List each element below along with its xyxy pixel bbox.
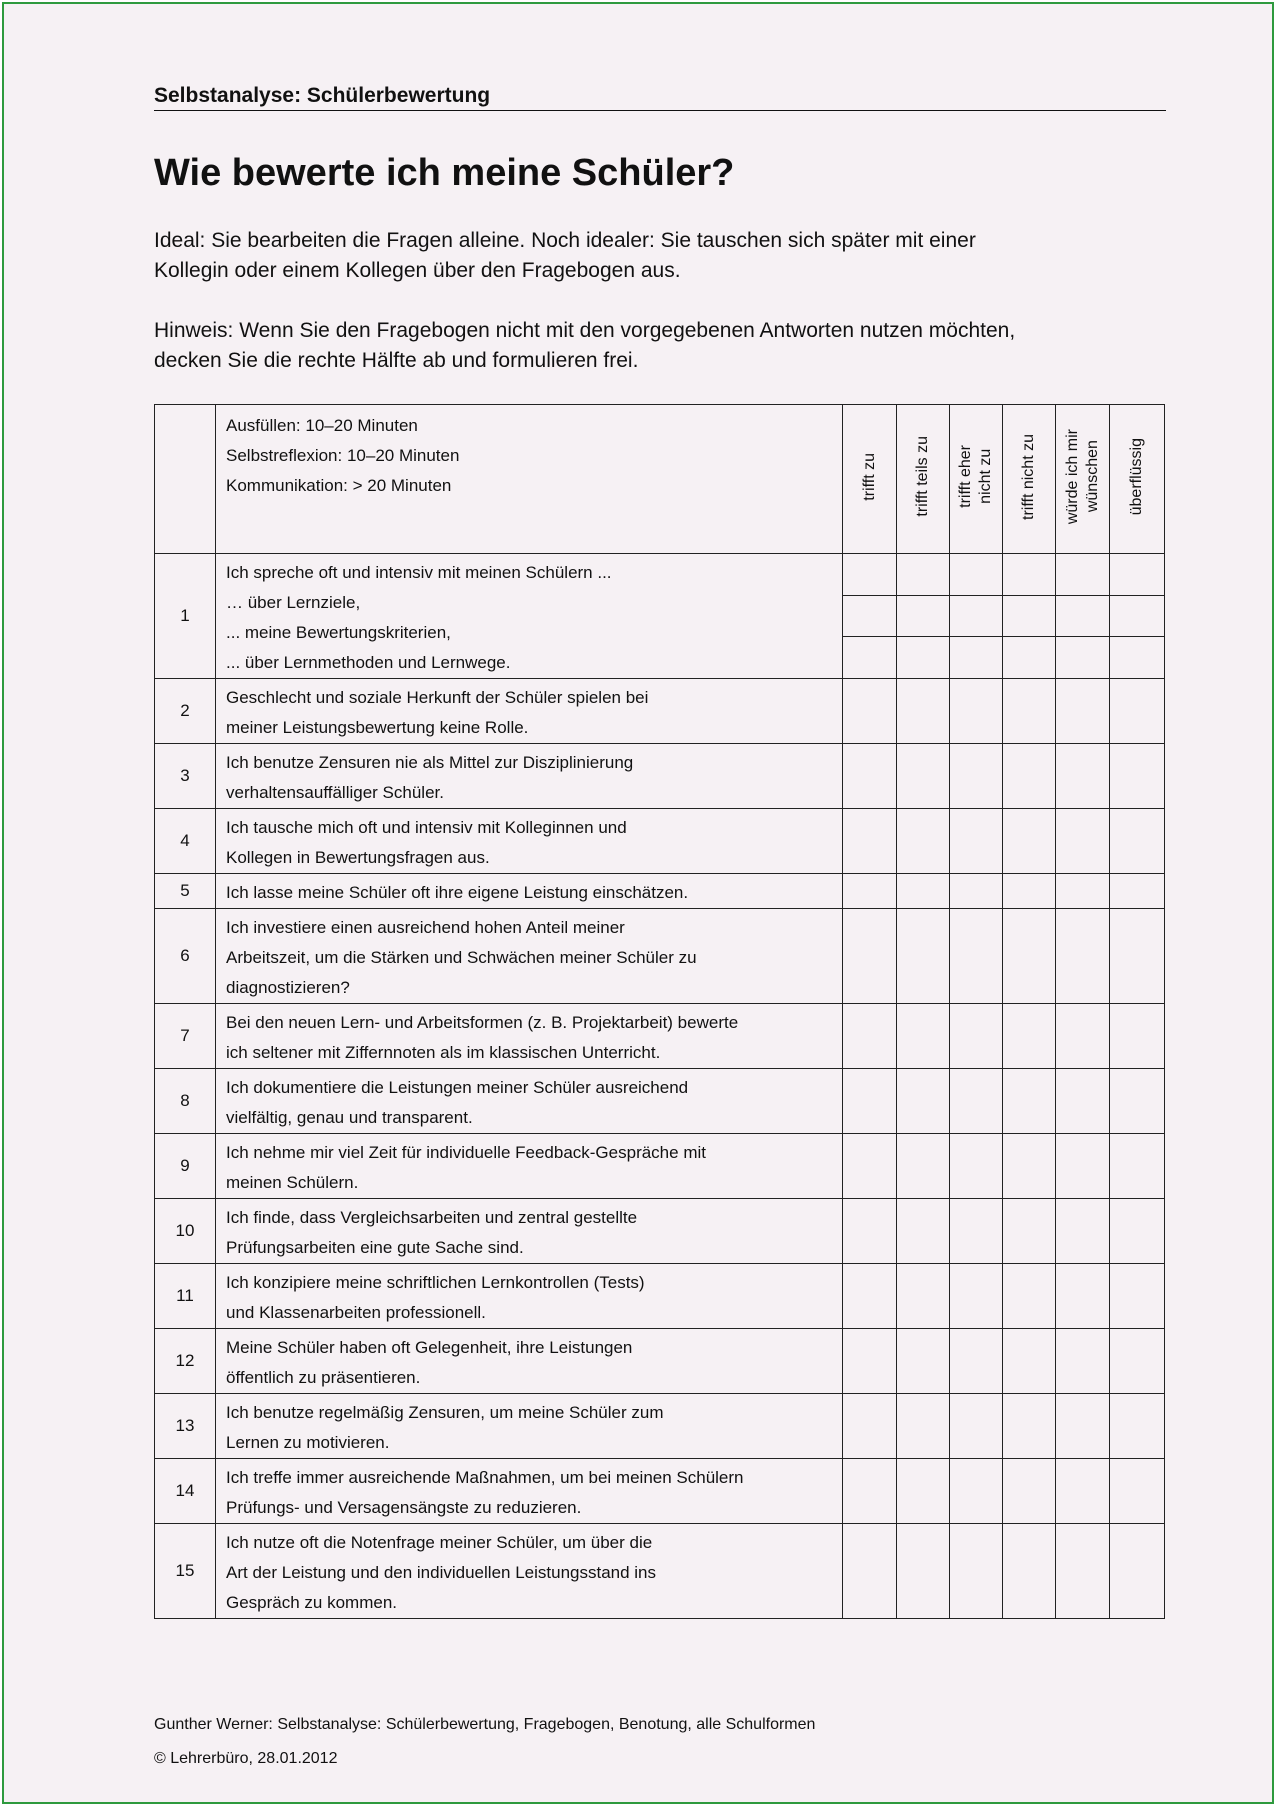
question-line: Ich dokumentiere die Leistungen meiner Schüler ausreichend	[226, 1078, 689, 1097]
answer-checkbox-cell[interactable]	[1003, 679, 1056, 744]
answer-checkbox-cell[interactable]	[1003, 1524, 1056, 1619]
table-row	[155, 554, 1165, 596]
row-number: 5	[155, 874, 216, 909]
answer-checkbox-cell[interactable]	[1003, 874, 1056, 909]
answer-checkbox-cell[interactable]	[1110, 1069, 1165, 1134]
question-line: meiner Leistungsbewertung keine Rolle.	[226, 718, 529, 737]
question-line: Ich spreche oft und intensiv mit meinen Schülern ...	[226, 563, 612, 582]
question-line: Ich konzipiere meine schriftlichen Lernkontrollen (Tests)	[226, 1273, 645, 1292]
answer-checkbox-cell[interactable]	[843, 1004, 897, 1069]
answer-checkbox-cell[interactable]	[897, 679, 950, 744]
answer-checkbox-cell[interactable]	[843, 679, 897, 744]
time-info-line: Selbstreflexion: 10–20 Minuten	[226, 446, 460, 465]
question-line: diagnostizieren?	[226, 978, 350, 997]
answer-checkbox-cell[interactable]	[1056, 1069, 1110, 1134]
answer-checkbox-cell[interactable]	[1003, 595, 1056, 637]
answer-checkbox-cell[interactable]	[1003, 637, 1056, 679]
answer-checkbox-cell[interactable]	[1110, 1459, 1165, 1524]
question-line: Ich benutze Zensuren nie als Mittel zur Disziplinierung	[226, 753, 634, 772]
table-row	[155, 874, 1165, 909]
row-number: 9	[155, 1134, 216, 1199]
answer-checkbox-cell[interactable]	[1110, 1394, 1165, 1459]
header-empty-cell	[155, 405, 216, 554]
answer-checkbox-cell[interactable]	[1110, 1524, 1165, 1619]
intro-paragraph	[154, 226, 1174, 286]
row-number: 7	[155, 1004, 216, 1069]
answer-checkbox-cell[interactable]	[1110, 809, 1165, 874]
question-line: Ich finde, dass Vergleichsarbeiten und zentral gestellte	[226, 1208, 638, 1227]
question-line: Ich tausche mich oft und intensiv mit Kolleginnen und	[226, 818, 627, 837]
question-line: und Klassenarbeiten professionell.	[226, 1303, 486, 1322]
answer-checkbox-cell[interactable]	[843, 909, 897, 1004]
answer-checkbox-cell[interactable]	[843, 595, 897, 637]
answer-checkbox-cell[interactable]	[843, 637, 897, 679]
document-page	[2, 2, 1274, 1804]
time-info-line: Ausfüllen: 10–20 Minuten	[226, 416, 418, 435]
answer-checkbox-cell[interactable]	[1110, 744, 1165, 809]
answer-checkbox-cell[interactable]	[1110, 1199, 1165, 1264]
answer-checkbox-cell[interactable]	[1110, 1004, 1165, 1069]
question-text	[216, 909, 843, 1004]
answer-checkbox-cell[interactable]	[950, 1329, 1003, 1394]
row-number: 8	[155, 1069, 216, 1134]
question-line: Prüfungsarbeiten eine gute Sache sind.	[226, 1238, 524, 1257]
answer-checkbox-cell[interactable]	[950, 1524, 1003, 1619]
answer-checkbox-cell[interactable]	[950, 679, 1003, 744]
answer-checkbox-cell[interactable]	[950, 554, 1003, 596]
answer-checkbox-cell[interactable]	[897, 554, 950, 596]
answer-column-header: trifft eher nicht zu	[950, 405, 1003, 554]
questionnaire-table	[154, 404, 1165, 1619]
answer-checkbox-cell[interactable]	[897, 809, 950, 874]
question-line: vielfältig, genau und transparent.	[226, 1108, 473, 1127]
question-text	[216, 1264, 843, 1329]
intro-line: Kollegin oder einem Kollegen über den Fragebogen aus.	[154, 259, 681, 282]
answer-checkbox-cell[interactable]	[950, 1004, 1003, 1069]
answer-checkbox-cell[interactable]	[1003, 1459, 1056, 1524]
hint-paragraph	[154, 316, 1174, 376]
answer-checkbox-cell[interactable]	[950, 1264, 1003, 1329]
footer-copyright: © Lehrerbüro, 28.01.2012	[154, 1750, 338, 1767]
question-line: Lernen zu motivieren.	[226, 1433, 390, 1452]
footer-source: Gunther Werner: Selbstanalyse: Schülerbewertung, Fragebogen, Benotung, alle Schulformen	[154, 1716, 816, 1733]
question-text	[216, 1459, 843, 1524]
answer-checkbox-cell[interactable]	[950, 1134, 1003, 1199]
answer-checkbox-cell[interactable]	[1110, 595, 1165, 637]
table-row	[155, 1329, 1165, 1394]
answer-checkbox-cell[interactable]	[843, 554, 897, 596]
answer-checkbox-cell[interactable]	[843, 1069, 897, 1134]
answer-checkbox-cell[interactable]	[897, 1524, 950, 1619]
answer-checkbox-cell[interactable]	[1056, 637, 1110, 679]
question-text	[216, 1069, 843, 1134]
answer-checkbox-cell[interactable]	[843, 1394, 897, 1459]
answer-checkbox-cell[interactable]	[843, 1329, 897, 1394]
question-text	[216, 554, 843, 679]
answer-checkbox-cell[interactable]	[1056, 1329, 1110, 1394]
answer-checkbox-cell[interactable]	[1110, 1264, 1165, 1329]
answer-checkbox-cell[interactable]	[897, 637, 950, 679]
answer-checkbox-cell[interactable]	[950, 1199, 1003, 1264]
answer-checkbox-cell[interactable]	[843, 809, 897, 874]
answer-checkbox-cell[interactable]	[950, 1394, 1003, 1459]
question-line: Ich nehme mir viel Zeit für individuelle Feedback-Gespräche mit	[226, 1143, 706, 1162]
answer-checkbox-cell[interactable]	[897, 1264, 950, 1329]
time-info-line: Kommunikation: > 20 Minuten	[226, 476, 452, 495]
question-text	[216, 1524, 843, 1619]
answer-checkbox-cell[interactable]	[950, 744, 1003, 809]
answer-checkbox-cell[interactable]	[1003, 1329, 1056, 1394]
answer-checkbox-cell[interactable]	[950, 637, 1003, 679]
answer-checkbox-cell[interactable]	[950, 1459, 1003, 1524]
question-line: ich seltener mit Ziffernnoten als im klassischen Unterricht.	[226, 1043, 661, 1062]
answer-checkbox-cell[interactable]	[1056, 874, 1110, 909]
intro-line: Ideal: Sie bearbeiten die Fragen alleine. Noch idealer: Sie tauschen sich später mit einer	[154, 229, 976, 252]
running-header: Selbstanalyse: Schülerbewertung	[154, 84, 1166, 111]
question-line: öffentlich zu präsentieren.	[226, 1368, 421, 1387]
time-info-cell	[216, 405, 843, 554]
question-text	[216, 1199, 843, 1264]
answer-checkbox-cell[interactable]	[1110, 909, 1165, 1004]
answer-checkbox-cell[interactable]	[897, 874, 950, 909]
question-line: Meine Schüler haben oft Gelegenheit, ihre Leistungen	[226, 1338, 633, 1357]
answer-column-header: trifft teils zu	[897, 405, 950, 554]
answer-checkbox-cell[interactable]	[1056, 809, 1110, 874]
answer-checkbox-cell[interactable]	[843, 874, 897, 909]
row-number: 12	[155, 1329, 216, 1394]
answer-checkbox-cell[interactable]	[1056, 744, 1110, 809]
row-number: 3	[155, 744, 216, 809]
answer-checkbox-cell[interactable]	[1056, 1524, 1110, 1619]
answer-checkbox-cell[interactable]	[1003, 1069, 1056, 1134]
answer-checkbox-cell[interactable]	[1003, 1264, 1056, 1329]
question-line: meinen Schülern.	[226, 1173, 359, 1192]
table-row	[155, 1394, 1165, 1459]
answer-checkbox-cell[interactable]	[897, 909, 950, 1004]
question-text	[216, 809, 843, 874]
question-line: ... meine Bewertungskriterien,	[226, 623, 451, 642]
table-row	[155, 1264, 1165, 1329]
page-title: Wie bewerte ich meine Schüler?	[154, 152, 735, 194]
answer-checkbox-cell[interactable]	[1110, 679, 1165, 744]
answer-checkbox-cell[interactable]	[1003, 1394, 1056, 1459]
answer-checkbox-cell[interactable]	[950, 595, 1003, 637]
answer-checkbox-cell[interactable]	[1056, 554, 1110, 596]
answer-checkbox-cell[interactable]	[897, 1069, 950, 1134]
answer-checkbox-cell[interactable]	[897, 744, 950, 809]
answer-checkbox-cell[interactable]	[1003, 1134, 1056, 1199]
question-text	[216, 679, 843, 744]
row-number: 14	[155, 1459, 216, 1524]
answer-checkbox-cell[interactable]	[950, 1069, 1003, 1134]
table-row	[155, 679, 1165, 744]
answer-column-header: überflüssig	[1110, 405, 1165, 554]
question-line: Gespräch zu kommen.	[226, 1593, 398, 1612]
answer-checkbox-cell[interactable]	[950, 809, 1003, 874]
question-line: Bei den neuen Lern- und Arbeitsformen (z. B. Projektarbeit) bewerte	[226, 1013, 739, 1032]
answer-checkbox-cell[interactable]	[1056, 679, 1110, 744]
answer-checkbox-cell[interactable]	[1003, 909, 1056, 1004]
row-number: 15	[155, 1524, 216, 1619]
answer-checkbox-cell[interactable]	[1110, 874, 1165, 909]
question-line: Arbeitszeit, um die Stärken und Schwächen meiner Schüler zu	[226, 948, 697, 967]
answer-checkbox-cell[interactable]	[897, 1004, 950, 1069]
answer-column-header: trifft zu	[843, 405, 897, 554]
answer-checkbox-cell[interactable]	[1003, 1199, 1056, 1264]
question-line: … über Lernziele,	[226, 593, 361, 612]
row-number: 1	[155, 554, 216, 679]
answer-checkbox-cell[interactable]	[1110, 637, 1165, 679]
question-line: ... über Lernmethoden und Lernwege.	[226, 653, 511, 672]
answer-checkbox-cell[interactable]	[1003, 809, 1056, 874]
answer-checkbox-cell[interactable]	[843, 1459, 897, 1524]
answer-checkbox-cell[interactable]	[1056, 595, 1110, 637]
row-number: 2	[155, 679, 216, 744]
answer-checkbox-cell[interactable]	[1056, 1459, 1110, 1524]
row-number: 6	[155, 909, 216, 1004]
answer-checkbox-cell[interactable]	[897, 1329, 950, 1394]
answer-checkbox-cell[interactable]	[1110, 1134, 1165, 1199]
row-number: 11	[155, 1264, 216, 1329]
question-text	[216, 1134, 843, 1199]
answer-checkbox-cell[interactable]	[897, 1394, 950, 1459]
question-line: Ich benutze regelmäßig Zensuren, um meine Schüler zum	[226, 1403, 664, 1422]
answer-checkbox-cell[interactable]	[897, 1199, 950, 1264]
table-row	[155, 1459, 1165, 1524]
table-row	[155, 909, 1165, 1004]
question-line: verhaltensauffälliger Schüler.	[226, 783, 444, 802]
answer-checkbox-cell[interactable]	[843, 744, 897, 809]
answer-column-header: trifft nicht zu	[1003, 405, 1056, 554]
question-text	[216, 1394, 843, 1459]
question-line: Ich treffe immer ausreichende Maßnahmen, um bei meinen Schülern	[226, 1468, 744, 1487]
answer-checkbox-cell[interactable]	[950, 874, 1003, 909]
question-line: Ich nutze oft die Notenfrage meiner Schüler, um über die	[226, 1533, 653, 1552]
question-line: Geschlecht und soziale Herkunft der Schüler spielen bei	[226, 688, 649, 707]
table-row	[155, 1524, 1165, 1619]
row-number: 4	[155, 809, 216, 874]
table-row	[155, 744, 1165, 809]
answer-checkbox-cell[interactable]	[1003, 554, 1056, 596]
question-line: Prüfungs- und Versagensängste zu reduzieren.	[226, 1498, 582, 1517]
answer-checkbox-cell[interactable]	[1056, 1199, 1110, 1264]
answer-checkbox-cell[interactable]	[1056, 1134, 1110, 1199]
row-number: 13	[155, 1394, 216, 1459]
answer-checkbox-cell[interactable]	[1056, 1264, 1110, 1329]
question-text	[216, 1329, 843, 1394]
answer-checkbox-cell[interactable]	[843, 1199, 897, 1264]
question-line: Art der Leistung und den individuellen Leistungsstand ins	[226, 1563, 657, 1582]
hint-line: Hinweis: Wenn Sie den Fragebogen nicht mit den vorgegebenen Antworten nutzen möchten,	[154, 319, 1016, 342]
answer-checkbox-cell[interactable]	[1110, 554, 1165, 596]
answer-checkbox-cell[interactable]	[897, 595, 950, 637]
answer-checkbox-cell[interactable]	[1056, 1394, 1110, 1459]
question-line: Kollegen in Bewertungsfragen aus.	[226, 848, 490, 867]
table-row	[155, 1134, 1165, 1199]
question-text	[216, 874, 843, 909]
answer-checkbox-cell[interactable]	[843, 1134, 897, 1199]
question-line: Ich investiere einen ausreichend hohen Anteil meiner	[226, 918, 625, 937]
answer-column-header: würde ich mir wünschen	[1056, 405, 1110, 554]
table-row	[155, 1004, 1165, 1069]
answer-checkbox-cell[interactable]	[897, 1459, 950, 1524]
question-text	[216, 744, 843, 809]
table-row	[155, 1199, 1165, 1264]
answer-checkbox-cell[interactable]	[950, 909, 1003, 1004]
answer-checkbox-cell[interactable]	[1056, 1004, 1110, 1069]
answer-checkbox-cell[interactable]	[843, 1524, 897, 1619]
table-row	[155, 809, 1165, 874]
row-number: 10	[155, 1199, 216, 1264]
table-row	[155, 1069, 1165, 1134]
answer-checkbox-cell[interactable]	[1003, 1004, 1056, 1069]
question-text	[216, 1004, 843, 1069]
answer-checkbox-cell[interactable]	[1003, 744, 1056, 809]
answer-checkbox-cell[interactable]	[897, 1134, 950, 1199]
hint-line: decken Sie die rechte Hälfte ab und formulieren frei.	[154, 349, 639, 372]
answer-checkbox-cell[interactable]	[1110, 1329, 1165, 1394]
answer-checkbox-cell[interactable]	[1056, 909, 1110, 1004]
table-header-row	[155, 405, 1165, 554]
answer-checkbox-cell[interactable]	[843, 1264, 897, 1329]
question-line: Ich lasse meine Schüler oft ihre eigene Leistung einschätzen.	[226, 883, 689, 902]
